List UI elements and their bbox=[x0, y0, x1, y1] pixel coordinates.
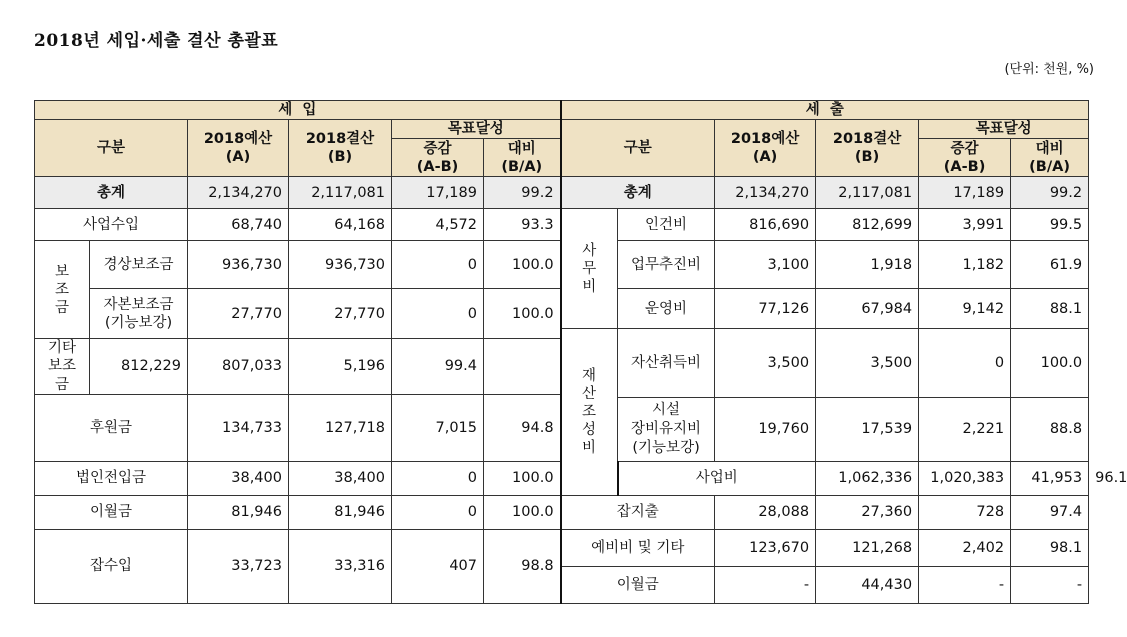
expense-cell: 67,984 bbox=[816, 289, 919, 329]
expense-cell: 44,430 bbox=[816, 566, 919, 603]
expense-cell: - bbox=[715, 566, 816, 603]
income-cell: 0 bbox=[392, 241, 484, 289]
income-cell: 407 bbox=[392, 529, 484, 603]
income-cell: 68,740 bbox=[188, 209, 289, 241]
income-cell: 5,196 bbox=[289, 339, 392, 394]
income-cell: 64,168 bbox=[289, 209, 392, 241]
expense-cell: 100.0 bbox=[1011, 329, 1089, 397]
income-cell: 27,770 bbox=[188, 289, 289, 339]
income-cell: 100.0 bbox=[484, 461, 561, 495]
subsidy-group-label: 보 조 금 bbox=[35, 241, 90, 339]
expense-cell: 19,760 bbox=[715, 397, 816, 461]
income-cell: 81,946 bbox=[188, 495, 289, 529]
expense-cell: 121,268 bbox=[816, 529, 919, 566]
income-ratio-header: 대비 (B/A) bbox=[484, 139, 561, 177]
expense-total-settlement: 2,117,081 bbox=[816, 177, 919, 209]
page-title: 2018년 세입·세출 결산 총괄표 bbox=[34, 31, 279, 51]
expense-row-label: 자산취득비 bbox=[618, 329, 715, 397]
expense-cell: 77,126 bbox=[715, 289, 816, 329]
income-goal-header: 목표달성 bbox=[392, 120, 561, 139]
income-cell: 99.4 bbox=[392, 339, 484, 394]
income-cell: 81,946 bbox=[289, 495, 392, 529]
expense-cell: 3,500 bbox=[816, 329, 919, 397]
income-cell: 127,718 bbox=[289, 394, 392, 461]
expense-cell: 27,360 bbox=[816, 495, 919, 529]
expense-cell: 1,020,383 bbox=[919, 461, 1011, 495]
income-cell: 812,229 bbox=[90, 339, 188, 394]
income-total-label: 총계 bbox=[35, 177, 188, 209]
office-expense-group: 사 무 비 bbox=[561, 209, 618, 329]
expense-cell: 2,221 bbox=[919, 397, 1011, 461]
expense-cell: 97.4 bbox=[1011, 495, 1089, 529]
expense-row-label: 운영비 bbox=[618, 289, 715, 329]
expense-category-header: 구분 bbox=[561, 120, 715, 177]
unit-note: (단위: 천원, %) bbox=[1004, 62, 1094, 77]
income-row-label: 이월금 bbox=[35, 495, 188, 529]
income-cell: 94.8 bbox=[484, 394, 561, 461]
income-cell: 7,015 bbox=[392, 394, 484, 461]
expense-cell: 816,690 bbox=[715, 209, 816, 241]
income-total-diff: 17,189 bbox=[392, 177, 484, 209]
expense-cell: 17,539 bbox=[816, 397, 919, 461]
expense-diff-header: 증감 (A-B) bbox=[919, 139, 1011, 177]
income-cell: 0 bbox=[392, 461, 484, 495]
expense-cell: 3,100 bbox=[715, 241, 816, 289]
income-row-label: 잡수입 bbox=[35, 529, 188, 603]
income-row-label: 기타보조금 bbox=[35, 339, 90, 394]
expense-total-ratio: 99.2 bbox=[1011, 177, 1089, 209]
income-cell: 98.8 bbox=[484, 529, 561, 603]
expense-cell: 3,500 bbox=[715, 329, 816, 397]
expense-settlement-header: 2018결산 (B) bbox=[816, 120, 919, 177]
income-cell: 4,572 bbox=[392, 209, 484, 241]
income-row-label: 사업수입 bbox=[35, 209, 188, 241]
expense-budget-header: 2018예산 (A) bbox=[715, 120, 816, 177]
expense-total-diff: 17,189 bbox=[919, 177, 1011, 209]
expense-cell: 99.5 bbox=[1011, 209, 1089, 241]
income-cell: 100.0 bbox=[484, 289, 561, 339]
income-row-label: 법인전입금 bbox=[35, 461, 188, 495]
income-cell: 27,770 bbox=[289, 289, 392, 339]
expense-cell: 28,088 bbox=[715, 495, 816, 529]
expense-cell: 0 bbox=[919, 329, 1011, 397]
expense-cell: 812,699 bbox=[816, 209, 919, 241]
expense-row-label: 인건비 bbox=[618, 209, 715, 241]
expense-cell: 61.9 bbox=[1011, 241, 1089, 289]
expense-row-label: 잡지출 bbox=[561, 495, 715, 529]
expense-row-label: 시설 장비유지비 (기능보강) bbox=[618, 397, 715, 461]
expense-row-label: 이월금 bbox=[561, 566, 715, 603]
income-cell: 33,316 bbox=[289, 529, 392, 603]
income-row-label: 경상보조금 bbox=[90, 241, 188, 289]
expense-row-label: 사업비 bbox=[618, 461, 816, 495]
expense-cell: 9,142 bbox=[919, 289, 1011, 329]
settlement-table: 세 입 세 출 구분 2018예산 (A) 2018결산 (B) 목표달성 구분 2018예산 (A) 2018결산 (B) 목표달성 증감 (A-B) 대비 (B/A) 증감 (A-B) 대비 (B/A) 총계 2,134,270 2,117,081 17,189 99.2 총계 2,134,270 2,117,081 17,189 99.2 사업수입 68,740 64,168 4,572 93.3 사 무 비 인건비 816,690 812,699 3,991 99.5 보 조 금 경상보조금 936,730 936,730 0 100.0 업무추진비 3,100 1,918 1,182 61.9 자본보조금 (기능보강) 27,770 27,770 0 100.0 운영비 77,126 67,984 9,142 88.1 재 산 조 성 비 자산취득비 3,500 3,500 0 100.0 기타보조금 812,229 807,033 5,196 99.4 후원금 134,733 127,718 7,015 94.8 시설 장비유지비 (기능보강) 19,760 17,539 2,221 88.8 법인전입금 38,400 38,400 0 100.0 사업비 1,062,336 1,020,383 41,953 96.1 이월금 81,946 81,946 0 100.0 잡지출 28,088 27,360 728 97.4 잡수입 33,723 33,316 407 98.8 예비비 및 기타 123,670 121,268 2,402 98.1 이월금 - 44,430 - - bbox=[34, 100, 1089, 604]
expense-cell: 88.1 bbox=[1011, 289, 1089, 329]
income-cell: 38,400 bbox=[188, 461, 289, 495]
income-settlement-header: 2018결산 (B) bbox=[289, 120, 392, 177]
income-cell: 807,033 bbox=[188, 339, 289, 394]
expense-total-budget: 2,134,270 bbox=[715, 177, 816, 209]
expense-goal-header: 목표달성 bbox=[919, 120, 1089, 139]
income-cell: 936,730 bbox=[289, 241, 392, 289]
expense-cell: - bbox=[919, 566, 1011, 603]
income-cell: 100.0 bbox=[484, 241, 561, 289]
expense-header: 세 출 bbox=[561, 101, 1089, 120]
expense-cell: 41,953 bbox=[1011, 461, 1089, 495]
expense-total-label: 총계 bbox=[561, 177, 715, 209]
income-row-label: 자본보조금 (기능보강) bbox=[90, 289, 188, 339]
income-row-label: 후원금 bbox=[35, 394, 188, 461]
expense-cell: 1,182 bbox=[919, 241, 1011, 289]
income-total-ratio: 99.2 bbox=[484, 177, 561, 209]
income-cell: 100.0 bbox=[484, 495, 561, 529]
income-cell: 936,730 bbox=[188, 241, 289, 289]
income-cell: 38,400 bbox=[289, 461, 392, 495]
expense-ratio-header: 대비 (B/A) bbox=[1011, 139, 1089, 177]
expense-cell: 98.1 bbox=[1011, 529, 1089, 566]
expense-cell: 3,991 bbox=[919, 209, 1011, 241]
income-cell: 0 bbox=[392, 495, 484, 529]
income-cell: 134,733 bbox=[188, 394, 289, 461]
asset-expense-group: 재 산 조 성 비 bbox=[561, 329, 618, 495]
expense-cell: 1,918 bbox=[816, 241, 919, 289]
expense-row-label: 예비비 및 기타 bbox=[561, 529, 715, 566]
expense-cell: - bbox=[1011, 566, 1089, 603]
expense-cell: 1,062,336 bbox=[816, 461, 919, 495]
income-header: 세 입 bbox=[35, 101, 561, 120]
expense-cell: 123,670 bbox=[715, 529, 816, 566]
income-cell: 93.3 bbox=[484, 209, 561, 241]
income-diff-header: 증감 (A-B) bbox=[392, 139, 484, 177]
income-budget-header: 2018예산 (A) bbox=[188, 120, 289, 177]
income-category-header: 구분 bbox=[35, 120, 188, 177]
expense-row-label: 업무추진비 bbox=[618, 241, 715, 289]
income-total-budget: 2,134,270 bbox=[188, 177, 289, 209]
expense-cell: 88.8 bbox=[1011, 397, 1089, 461]
expense-cell: 728 bbox=[919, 495, 1011, 529]
expense-cell: 2,402 bbox=[919, 529, 1011, 566]
income-total-settlement: 2,117,081 bbox=[289, 177, 392, 209]
income-cell: 33,723 bbox=[188, 529, 289, 603]
income-cell: 0 bbox=[392, 289, 484, 339]
